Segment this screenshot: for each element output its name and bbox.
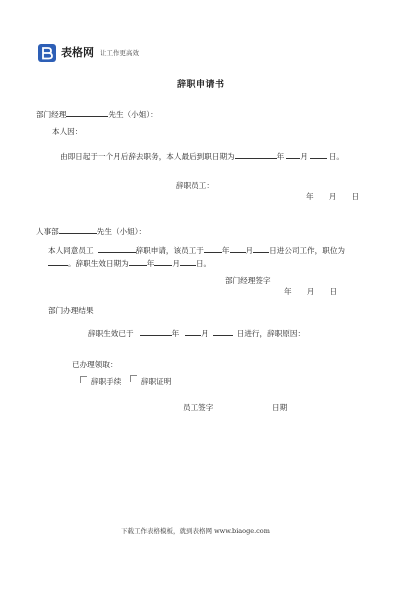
effective-year-blank[interactable]: [129, 258, 147, 266]
manager-greeting-prefix: 部门经理: [36, 110, 67, 119]
hr-name-blank[interactable]: [59, 226, 97, 234]
result-day-blank[interactable]: [213, 328, 233, 336]
resign-year-label: 年: [276, 152, 285, 161]
result-text-b: 日进行，辞职原因：: [236, 329, 306, 338]
manager-greeting: [36, 109, 158, 119]
brand-slogan: 让工作更高效: [100, 49, 139, 57]
join-month-blank[interactable]: [230, 245, 246, 253]
procedures-option-label: 辞职手续: [91, 377, 122, 386]
logo-icon: [38, 44, 56, 62]
result-statement: [88, 328, 305, 338]
result-month-label: 月: [201, 329, 209, 338]
brand-name[interactable]: 表格网: [61, 46, 94, 59]
manager-greeting-suffix: 先生（小姐）：: [108, 110, 158, 119]
resign-month-blank[interactable]: [286, 151, 300, 159]
hr-greeting: [36, 226, 146, 236]
effective-day-blank[interactable]: [180, 258, 196, 266]
manager-sign-label: 部门经理签字: [225, 276, 271, 285]
resign-day-blank[interactable]: [310, 151, 327, 159]
resign-day-label: 日。: [328, 152, 345, 161]
effective-text: 。辞职生效日期为: [68, 259, 129, 268]
resign-year-blank[interactable]: [235, 151, 277, 159]
certificate-option-label: 辞职证明: [141, 377, 172, 386]
result-year-label: 年: [171, 329, 180, 338]
manager-name-blank[interactable]: [66, 109, 108, 117]
join-year-blank[interactable]: [204, 245, 222, 253]
join-day-blank[interactable]: [253, 245, 269, 253]
position-blank[interactable]: [48, 258, 68, 266]
manager-sign-date: 年 月 日: [284, 287, 338, 296]
agree-text-a: 本人同意员工: [48, 246, 94, 255]
received-label: 已办理领取：: [72, 360, 118, 369]
agree-month-label: 月: [245, 246, 254, 255]
result-text-a: 辞职生效已于: [88, 329, 134, 338]
result-month-blank[interactable]: [185, 328, 201, 336]
agree-statement: [48, 245, 345, 255]
self-intro: 本人因：: [52, 127, 83, 136]
effective-month-blank[interactable]: [154, 258, 172, 266]
effective-statement: [48, 258, 211, 268]
hr-greeting-prefix: 人事部: [36, 227, 59, 236]
resign-text: 由即日起于一个月后辞去职务，本人最后到职日期为: [60, 152, 235, 161]
agree-text-b: 辞职申请，该员工于: [135, 246, 204, 255]
result-year-blank[interactable]: [140, 328, 172, 336]
agree-year-label: 年: [221, 246, 230, 255]
date-label: 日期: [272, 403, 288, 412]
staff-sign-label: 员工签字: [183, 403, 214, 412]
employee-name-blank[interactable]: [98, 245, 136, 253]
effective-day-label: 日。: [195, 259, 212, 268]
employee-sign-label: 辞职员工：: [176, 181, 214, 190]
dept-result-label: 部门办理结果: [48, 306, 94, 315]
document-title: 辞职申请书: [177, 80, 225, 90]
resign-month-label: 月: [300, 152, 308, 161]
effective-month-label: 月: [172, 259, 180, 268]
effective-year-label: 年: [146, 259, 155, 268]
hr-greeting-suffix: 先生（小姐）：: [96, 227, 147, 236]
resign-statement: [60, 151, 344, 161]
certificate-checkbox[interactable]: [130, 375, 137, 382]
employee-sign-date: 年 月 日: [306, 192, 360, 201]
agree-text-c: 日进公司工作，职位为: [269, 246, 346, 255]
procedures-checkbox[interactable]: [80, 376, 87, 383]
footer-text: 下载工作表格模板，就到表格网 www.biaoge.com: [121, 527, 270, 535]
